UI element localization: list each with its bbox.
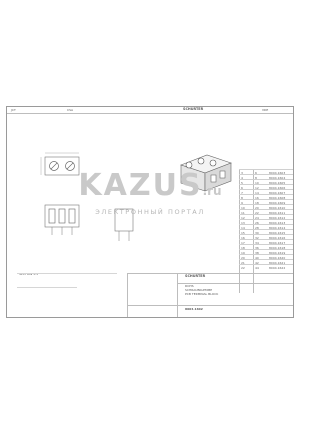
table-cell: 8 xyxy=(255,175,257,180)
table-cell: 14 xyxy=(255,190,259,195)
watermark-logo-text: KAZUS xyxy=(78,168,203,203)
title-line: PCB TERMINAL BLOCK xyxy=(185,292,219,296)
table-cell: 8004.1617 xyxy=(269,240,286,245)
table-cell: 11 xyxy=(241,210,245,215)
table-cell: 3 xyxy=(241,170,243,175)
table-cell: 5 xyxy=(241,180,243,185)
table-row xyxy=(239,264,293,269)
title-block-divider xyxy=(177,283,293,284)
table-cell: 20 xyxy=(241,255,245,260)
table-cell: 42 xyxy=(255,260,259,265)
table-cell: 17 xyxy=(241,240,245,245)
title-block-divider xyxy=(127,305,293,306)
table-cell: 16 xyxy=(241,235,245,240)
table-cell: 24 xyxy=(255,215,259,220)
table-cell: 7 xyxy=(241,190,243,195)
title-block-border xyxy=(127,273,128,317)
table-cell: 34 xyxy=(255,240,259,245)
table-cell: 8004.1603 xyxy=(269,170,286,175)
table-cell: 8004.1613 xyxy=(269,220,286,225)
table-cell: 6 xyxy=(255,170,257,175)
bottom-view-drawing xyxy=(37,197,97,239)
table-cell: 18 xyxy=(241,245,245,250)
table-cell: 8004.1611 xyxy=(269,210,286,215)
table-cell: 44 xyxy=(255,265,259,270)
watermark-logo xyxy=(0,168,300,203)
table-cell: 8004.1621 xyxy=(269,260,286,265)
table-cell: 30 xyxy=(255,230,259,235)
table-cell: 8004.1614 xyxy=(269,225,286,230)
table-cell: 8004.1608 xyxy=(269,195,286,200)
section-note: SECTION 1-1 xyxy=(19,272,39,276)
table-cell: 8004.1604 xyxy=(269,175,286,180)
table-cell: 14 xyxy=(241,225,245,230)
table-cell: 8004.1606 xyxy=(269,185,286,190)
table-cell: 8004.1609 xyxy=(269,200,286,205)
table-cell: 19 xyxy=(241,250,245,255)
table-cell: 20 xyxy=(255,205,259,210)
table-cell: 40 xyxy=(255,255,259,260)
table-cell: 10 xyxy=(255,180,259,185)
watermark-domain: .ru xyxy=(202,184,222,198)
table-cell: 12 xyxy=(255,185,259,190)
approval-label: VDE xyxy=(262,107,269,112)
title-line: ROHS xyxy=(185,284,194,288)
title-line: SCHRAUBKLEMME xyxy=(185,288,213,292)
table-cell: 8004.1616 xyxy=(269,235,286,240)
table-cell: 28 xyxy=(255,225,259,230)
table-cell: 32 xyxy=(255,235,259,240)
table-cell: 38 xyxy=(255,250,259,255)
table-cell: 8004.1619 xyxy=(269,250,286,255)
title-block-divider xyxy=(177,273,178,317)
table-cell: 9 xyxy=(241,200,243,205)
table-cell: 6 xyxy=(241,185,243,190)
part-number: 8004.1602 xyxy=(185,307,203,311)
table-cell: 8004.1610 xyxy=(269,205,286,210)
approval-label: CSA xyxy=(67,107,74,112)
approval-label: JCT xyxy=(11,107,16,112)
table-cell: 22 xyxy=(255,210,259,215)
table-cell: 8004.1622 xyxy=(269,265,286,270)
table-cell: 18 xyxy=(255,200,259,205)
table-cell: 8004.1605 xyxy=(269,180,286,185)
table-cell: 13 xyxy=(241,220,245,225)
table-cell: 36 xyxy=(255,245,259,250)
table-cell: 4 xyxy=(241,175,243,180)
table-cell: 8 xyxy=(241,195,243,200)
table-cell: 10 xyxy=(241,205,245,210)
table-cell: 15 xyxy=(241,230,245,235)
dimension-line xyxy=(17,287,77,288)
table-cell: 26 xyxy=(255,220,259,225)
header-divider xyxy=(7,113,293,114)
table-cell: 8004.1618 xyxy=(269,245,286,250)
table-cell: 12 xyxy=(241,215,245,220)
brand-label-top: SCHURTER xyxy=(183,107,204,111)
table-cell: 8004.1615 xyxy=(269,230,286,235)
table-cell: 21 xyxy=(241,260,245,265)
title-block-border xyxy=(127,273,293,274)
table-cell: 8004.1607 xyxy=(269,190,286,195)
table-cell: 8004.1612 xyxy=(269,215,286,220)
watermark-subtitle: ЭЛЕКТРОННЫЙ ПОРТАЛ xyxy=(95,208,205,216)
table-cell: 22 xyxy=(241,265,245,270)
table-cell: 8004.1620 xyxy=(269,255,286,260)
dimension-line xyxy=(17,273,117,274)
table-cell: 16 xyxy=(255,195,259,200)
brand-label: SCHURTER xyxy=(185,274,206,278)
